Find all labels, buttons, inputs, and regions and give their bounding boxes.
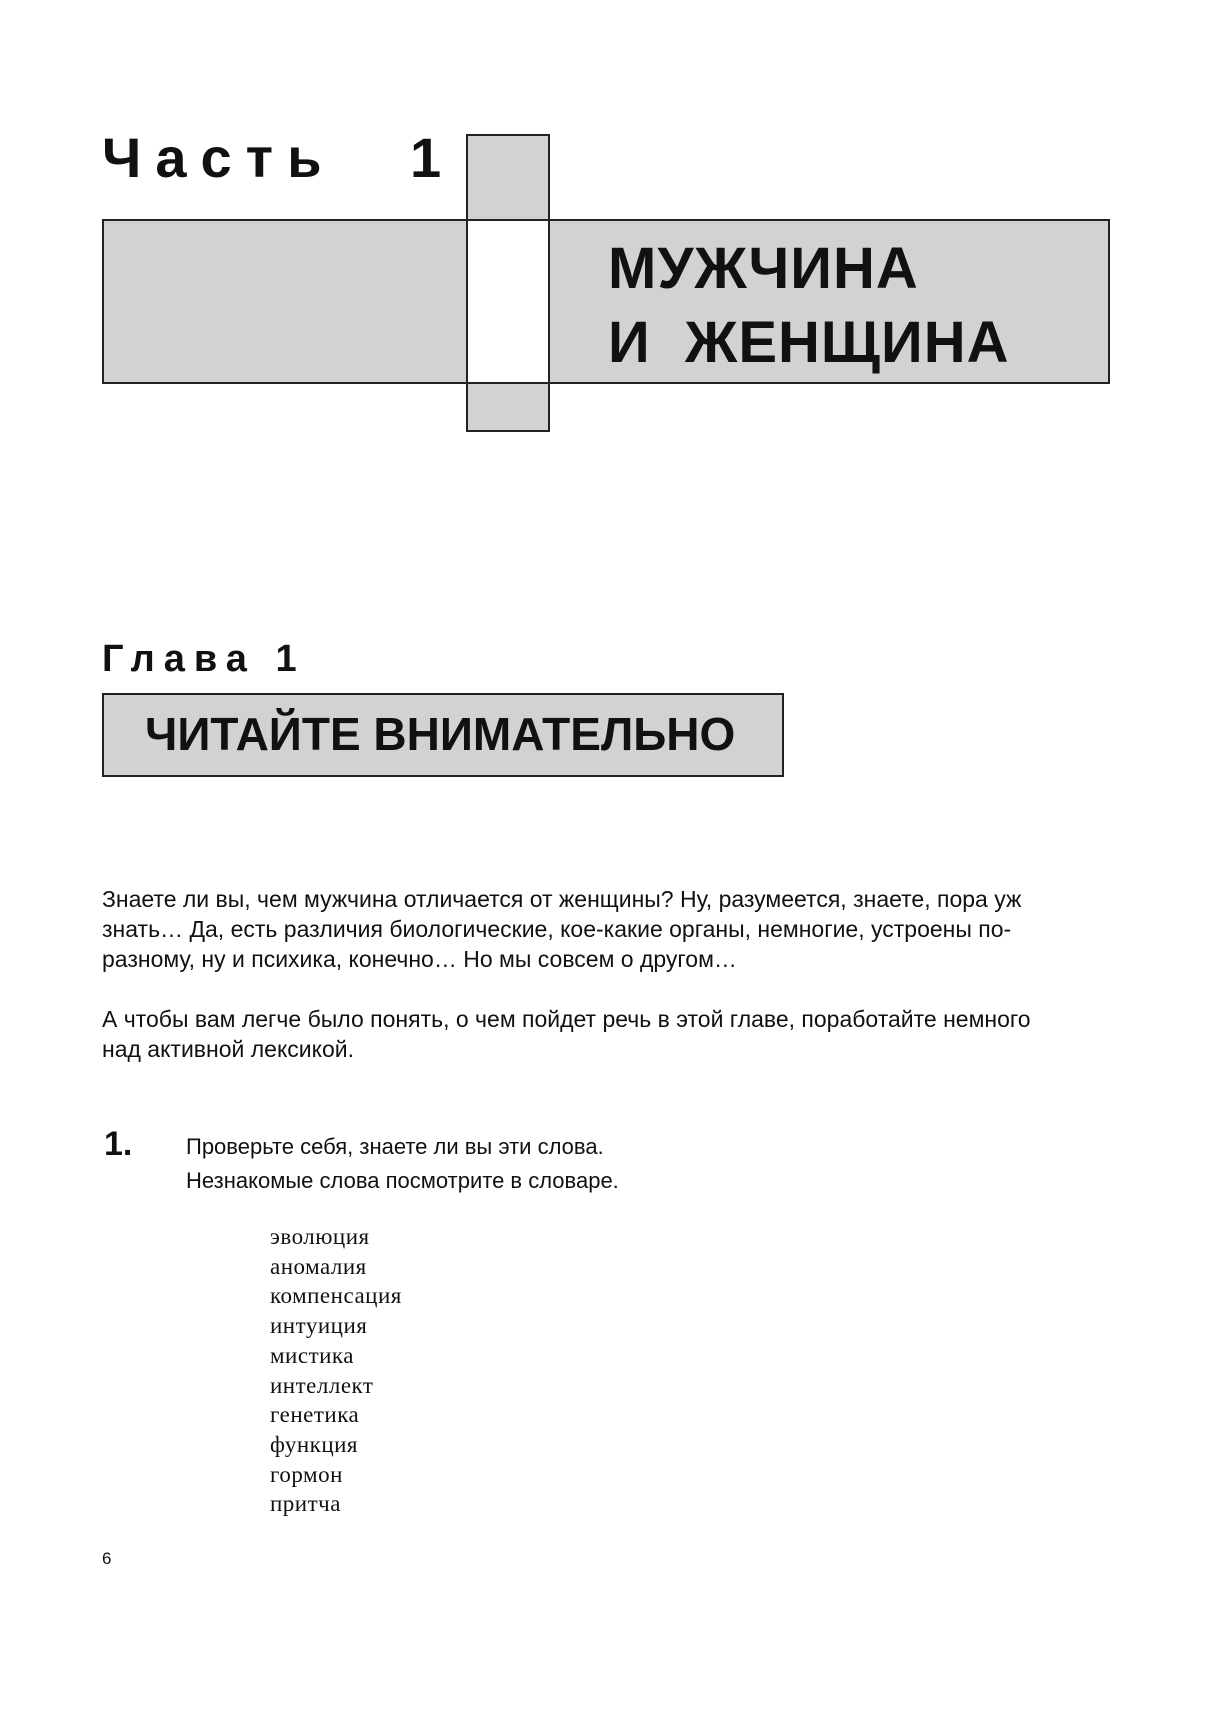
part-number: 1 [410,126,442,189]
exercise-instruction [186,1130,619,1198]
vocabulary-word: аномалия [270,1253,367,1279]
paragraph-line: знать… Да, есть различия биологические, кое-какие органы, немногие, устроены по- [102,916,1012,942]
intro-paragraph [102,884,1112,974]
paragraph-line: А чтобы вам легче было понять, о чем пойдет речь в этой главе, поработайте немного [102,1006,1031,1032]
chapter-label: Глава 1 [102,638,306,680]
vocabulary-word: мистика [270,1342,354,1368]
paragraph-line: разному, ну и психика, конечно… Но мы совсем о другом… [102,946,737,972]
part-title-line: МУЖЧИНА [608,236,919,301]
exercise-instruction-line: Незнакомые слова посмотрите в словаре. [186,1168,619,1193]
paragraph-line: над активной лексикой. [102,1036,354,1062]
vocabulary-word: генетика [270,1402,360,1428]
vocabulary-word: интеллект [270,1372,374,1398]
part-label: Часть [102,126,336,189]
exercise-number: 1. [104,1125,133,1163]
vocabulary-word-list [270,1222,402,1519]
exercise-instruction-line: Проверьте себя, знаете ли вы эти слова. [186,1134,604,1159]
vocabulary-word: притча [270,1491,341,1517]
vocabulary-word: эволюция [270,1224,370,1249]
chapter-title: ЧИТАЙТЕ ВНИМАТЕЛЬНО [145,708,736,760]
part-title-line: И ЖЕНЩИНА [608,310,1010,375]
page-number: 6 [102,1549,112,1568]
vocabulary-word: гормон [270,1461,343,1487]
part-decor-column-gap [468,219,548,384]
vocabulary-word: интуиция [270,1313,368,1339]
paragraph-line: Знаете ли вы, чем мужчина отличается от женщины? Ну, разумеется, знаете, пора уж [102,886,1022,912]
vocabulary-intro-paragraph [102,1004,1112,1064]
vocabulary-word: компенсация [270,1283,402,1309]
vocabulary-word: функция [270,1431,359,1457]
part-title [608,232,1009,380]
